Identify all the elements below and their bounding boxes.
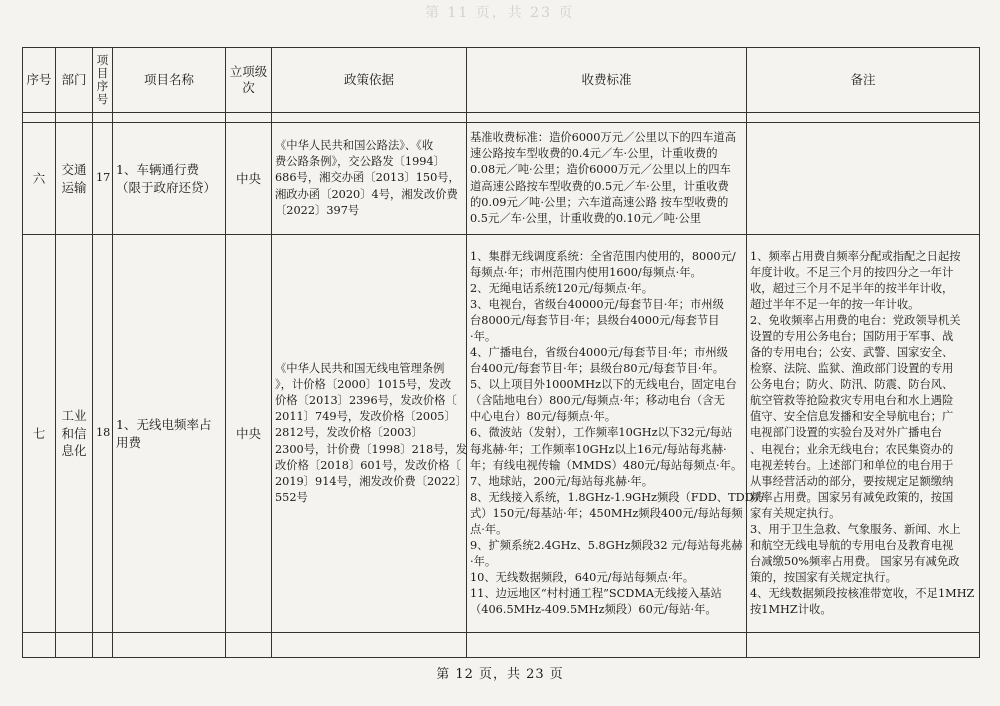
- text-line: 值守、安全信息发播和安全导航电台；广: [750, 410, 954, 424]
- text-line: 备的专用电台；公安、武警、国家安全、: [750, 346, 954, 360]
- text-line: 公务电台；防火、防汛、防震、防台风、: [750, 378, 954, 392]
- text-line: 改价格〔2018〕601号，发改价格〔: [275, 458, 461, 472]
- text-line: 速公路按车型收费的0.4元／车·公里，计重收费的: [470, 147, 718, 161]
- text-line: 的0.09元／吨·公里；六车道高速公路 按车型收费的: [470, 195, 729, 209]
- header-item-name: 项目名称: [113, 48, 226, 113]
- text-line: 道高速公路按车型收费的0.5元／车·公里，计重收费: [470, 179, 729, 193]
- text-line: 1、频率占用费自频率分配或指配之日起按: [750, 250, 961, 264]
- text-line: 年；有线电视传输（MMDS）480元/每站每频点·年。: [470, 458, 743, 472]
- text-line: 552号: [275, 490, 308, 504]
- text-line: 2019〕914号，湘发改价费〔2022〕: [275, 474, 468, 488]
- header-item-seq: 项目序号: [93, 48, 113, 113]
- row-dept: 交通运输: [56, 123, 93, 235]
- text-line: 频率占用费。国家另有减免政策的，按国: [750, 490, 954, 504]
- fee-table: [22, 47, 980, 658]
- header-policy: 政策依据: [272, 48, 467, 113]
- text-line: 策的，按国家有关规定执行。: [750, 570, 897, 584]
- ghost-page-header: 第 11 页，共 23 页: [425, 5, 575, 21]
- text-line: 基准收费标准：造价6000万元／公里以下的四车道高: [470, 131, 736, 145]
- row-item-name: 1、车辆通行费（限于政府还贷）: [113, 123, 226, 235]
- text-line: （406.5MHz-409.5MHz频段）60元/每站·年。: [470, 602, 717, 616]
- row-seq: 七: [23, 235, 56, 633]
- text-line: 4、广播电台，省级台4000元/每套节目·年；市州级: [470, 346, 728, 360]
- text-line: 超过半年不足一年的按一年计收。: [750, 298, 920, 312]
- text-line: 从事经营活动的部分，要按规定足额缴纳: [750, 474, 954, 488]
- text-line: 电视差转台。上述部门和单位的电台用于: [750, 458, 954, 472]
- text-line: 0.5元／车·公里，计重收费的0.10元／吨·公里: [470, 211, 702, 225]
- row-item-name: 1、无线电频率占用费: [113, 235, 226, 633]
- row-policy: [272, 235, 467, 633]
- header-level: 立项级次: [226, 48, 272, 113]
- text-line: （含陆地电台）800元/每频点·年；移动电台（含无: [470, 394, 725, 408]
- header-dept: 部门: [56, 48, 93, 113]
- text-line: 3、电视台，省级台40000元/每套节目·年；市州级: [470, 298, 724, 312]
- text-line: 《中华人民共和国公路法》、《收: [275, 139, 434, 153]
- text-line: 台8000元/每套节目·年；县级台4000元/每套节目: [470, 314, 720, 328]
- row-dept: 工业和信息化: [56, 235, 93, 633]
- header-row: [23, 48, 980, 113]
- text-line: 686号，湘交办函〔2013〕150号，: [275, 171, 460, 185]
- text-line: 5、以上项目外1000MHz以下的无线电台，固定电台: [470, 378, 737, 392]
- text-line: 4、无线数据频段按核准带宽收，不足1MHZ: [750, 586, 975, 600]
- row-level: 中央: [226, 123, 272, 235]
- text-line: 湘政办函〔2020〕4号，湘发改价费: [275, 187, 458, 201]
- text-line: 价格〔2013〕2396号，发改价格〔: [275, 394, 457, 408]
- text-line: 每兆赫·年；工作频率10GHz以上16元/每站每兆赫·: [470, 442, 727, 456]
- text-line: ·年。: [470, 330, 497, 344]
- spacer-row: [23, 633, 980, 658]
- text-line: 3、用于卫生急救、气象服务、新闻、水上: [750, 522, 961, 536]
- text-line: 2812号，发改价格〔2003〕: [275, 426, 423, 440]
- text-line: 中心电台）80元/每频点·年。: [470, 410, 617, 424]
- text-line: 2300号，计价费〔1998〕218号，发: [275, 442, 468, 456]
- header-note: 备注: [747, 48, 980, 113]
- text-line: 2、无绳电话系统120元/每频点·年。: [470, 282, 654, 296]
- text-line: 9、扩频系统2.4GHz、5.8GHz频段32 元/每站每兆赫: [470, 538, 743, 552]
- text-line: 检察、法院、监狱、渔政部门设置的专用: [750, 362, 954, 376]
- text-line: 费公路条例》，交公路发〔1994〕: [275, 155, 445, 169]
- text-line: 10、无线数据频段，640元/每站每频点·年。: [470, 570, 695, 584]
- text-line: 电视部门设置的实验台及对外广播电台: [750, 426, 943, 440]
- text-line: 》，计价格〔2000〕1015号，发改: [275, 378, 452, 392]
- text-line: 〔2022〕397号: [275, 203, 360, 217]
- row-note: [747, 123, 980, 235]
- header-fee: 收费标准: [467, 48, 747, 113]
- text-line: 式）150元/每基站·年；450MHz频段400元/每站每频: [470, 506, 743, 520]
- text-line: 和航空无线电导航的专用电台及教育电视: [750, 538, 954, 552]
- row-fee: [467, 235, 766, 633]
- text-line: 按1MHZ计收。: [750, 602, 832, 616]
- text-line: 1、集群无线调度系统：全省范围内使用的，8000元/: [470, 250, 736, 264]
- text-line: 《中华人民共和国无线电管理条例: [275, 362, 445, 376]
- text-line: 家有关规定执行。: [750, 506, 841, 520]
- header-seq: 序号: [23, 48, 56, 113]
- text-line: 2011〕749号，发改价格〔2005〕: [275, 410, 456, 424]
- text-line: 设置的专用公务电台；国防用于军事、战: [750, 330, 954, 344]
- page-number: 第 12 页，共 23 页: [436, 667, 564, 682]
- row-level: 中央: [226, 235, 272, 633]
- text-line: 8、无线接入系统，1.8GHz-1.9GHz频段（FDD、TDD方: [470, 490, 766, 504]
- row-policy: [272, 123, 467, 235]
- text-line: 0.08元／吨·公里；造价6000万元／公里以上的四车: [470, 163, 731, 177]
- text-line: 每频点·年；市州范围内使用1600/每频点·年。: [470, 266, 702, 280]
- text-line: 7、地球站，200元/每站每兆赫·年。: [470, 474, 654, 488]
- text-line: 台减缴50%频率占用费。 国家另有减免政: [750, 554, 960, 568]
- row-seq: 六: [23, 123, 56, 235]
- text-line: 11、边远地区“村村通工程”SCDMA无线接入基站: [470, 586, 722, 600]
- text-line: 点·年。: [470, 522, 508, 536]
- text-line: 台400元/每套节目·年；县级台80元/每套节目·年。: [470, 362, 725, 376]
- text-line: 6、微波站（发射），工作频率10GHz以下32元/每站: [470, 426, 733, 440]
- row-fee: [467, 123, 747, 235]
- text-line: 航空管救等抢险救灾专用电台和水上遇险: [750, 394, 954, 408]
- table-row: [23, 123, 980, 235]
- text-line: 2、免收频率占用费的电台：党政领导机关: [750, 314, 961, 328]
- table-row: [23, 235, 980, 633]
- text-line: 、电视台；业余无线电台；农民集资办的: [750, 442, 954, 456]
- text-line: ·年。: [470, 554, 497, 568]
- row-note: [747, 235, 980, 633]
- row-item-seq: 17: [93, 123, 113, 235]
- row-item-seq: 18: [93, 235, 113, 633]
- text-line: 年度计收。不足三个月的按四分之一年计: [750, 266, 954, 280]
- spacer-row: [23, 113, 980, 123]
- text-line: 收，超过三个月不足半年的按半年计收，: [750, 282, 954, 296]
